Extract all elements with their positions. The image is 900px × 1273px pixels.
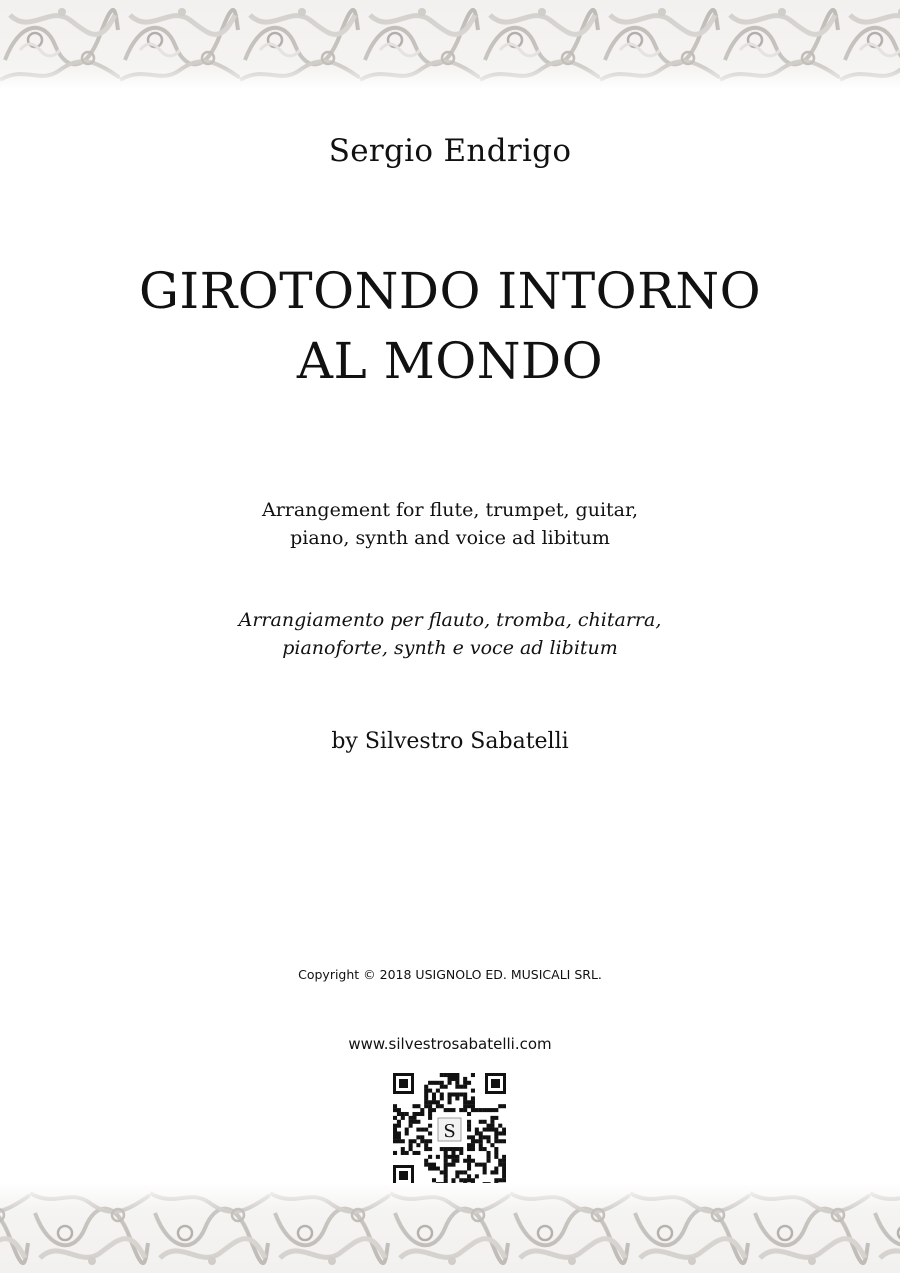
qr-module (498, 1139, 502, 1143)
qr-module (467, 1167, 471, 1171)
qr-module (487, 1124, 491, 1128)
qr-module (498, 1159, 502, 1163)
qr-module (409, 1116, 413, 1120)
qr-module (463, 1159, 467, 1163)
qr-module (451, 1155, 455, 1159)
qr-module (428, 1124, 432, 1128)
qr-module (428, 1104, 432, 1108)
qr-module (467, 1174, 471, 1178)
qr-module (424, 1104, 428, 1108)
qr-module (393, 1124, 397, 1128)
qr-module (436, 1104, 440, 1108)
qr-module (397, 1112, 401, 1116)
arrangement-en-line-2: piano, synth and voice ad libitum (290, 527, 610, 549)
qr-module (409, 1124, 413, 1128)
qr-module (494, 1151, 498, 1155)
qr-module (479, 1120, 483, 1124)
qr-module (424, 1159, 428, 1163)
qr-module (440, 1092, 444, 1096)
qr-module (428, 1089, 432, 1093)
qr-module (412, 1139, 416, 1143)
qr-module (502, 1139, 506, 1143)
qr-module (490, 1120, 494, 1124)
qr-module (463, 1100, 467, 1104)
qr-module (494, 1178, 498, 1182)
qr-module (432, 1092, 436, 1096)
qr-module (432, 1108, 436, 1112)
qr-module (451, 1077, 455, 1081)
qr-module (494, 1116, 498, 1120)
qr-module (502, 1128, 506, 1132)
arrangement-english (0, 496, 900, 552)
qr-module (448, 1081, 452, 1085)
arrangement-it-line-2: pianoforte, synth e voce ad libitum (282, 637, 618, 659)
qr-center-letter: S (443, 1121, 456, 1142)
qr-module (467, 1135, 471, 1139)
qr-module (479, 1135, 483, 1139)
qr-module (455, 1077, 459, 1081)
qr-module (444, 1167, 448, 1171)
qr-module (416, 1112, 420, 1116)
qr-module (416, 1143, 420, 1147)
qr-module (424, 1147, 428, 1151)
qr-module (459, 1092, 463, 1096)
qr-module (428, 1112, 432, 1116)
qr-module (498, 1124, 502, 1128)
qr-module (444, 1159, 448, 1163)
qr-module (471, 1147, 475, 1151)
qr-module (455, 1170, 459, 1174)
qr-module (467, 1178, 471, 1182)
qr-module (463, 1170, 467, 1174)
qr-module (401, 1112, 405, 1116)
qr-module (428, 1155, 432, 1159)
arranger-byline: by Silvestro Sabatelli (331, 729, 569, 754)
qr-module (416, 1151, 420, 1155)
qr-module (428, 1139, 432, 1143)
qr-module (471, 1139, 475, 1143)
bottom-ornamental-border (0, 1183, 900, 1273)
qr-module (416, 1104, 420, 1108)
qr-module (424, 1143, 428, 1147)
qr-module (440, 1081, 444, 1085)
qr-module (420, 1135, 424, 1139)
qr-module (494, 1139, 498, 1143)
qr-module (455, 1073, 459, 1077)
qr-module (479, 1163, 483, 1167)
qr-module (463, 1081, 467, 1085)
qr-module (471, 1108, 475, 1112)
qr-module (483, 1128, 487, 1132)
qr-module (412, 1116, 416, 1120)
qr-module (459, 1170, 463, 1174)
qr-module (494, 1131, 498, 1135)
qr-module (432, 1081, 436, 1085)
qr-module (494, 1135, 498, 1139)
qr-module (401, 1147, 405, 1151)
qr-module (448, 1096, 452, 1100)
qr-module (502, 1131, 506, 1135)
qr-module (467, 1163, 471, 1167)
qr-module (409, 1139, 413, 1143)
qr-module (444, 1073, 448, 1077)
qr-module (440, 1085, 444, 1089)
qr-module (436, 1100, 440, 1104)
qr-module (444, 1178, 448, 1182)
qr-module (444, 1085, 448, 1089)
qr-module (409, 1143, 413, 1147)
qr-module (487, 1151, 491, 1155)
qr-module (494, 1147, 498, 1151)
qr-module (479, 1143, 483, 1147)
qr-module (412, 1120, 416, 1124)
qr-module (483, 1120, 487, 1124)
qr-module (459, 1085, 463, 1089)
qr-module (471, 1100, 475, 1104)
qr-module (463, 1104, 467, 1108)
qr-module (463, 1085, 467, 1089)
qr-module (487, 1108, 491, 1112)
qr-module (479, 1108, 483, 1112)
qr-module (405, 1112, 409, 1116)
copyright-notice: Copyright © 2018 USIGNOLO ED. MUSICALI SRL. (298, 967, 602, 982)
ornament-pattern-bottom (0, 1183, 900, 1273)
qr-module (502, 1174, 506, 1178)
qr-module (397, 1135, 401, 1139)
qr-module (448, 1163, 452, 1167)
qr-module (490, 1128, 494, 1132)
qr-module (448, 1100, 452, 1104)
ornament-pattern-top (0, 0, 900, 90)
qr-module (428, 1100, 432, 1104)
qr-module (401, 1139, 405, 1143)
qr-module (393, 1139, 397, 1143)
qr-module (451, 1163, 455, 1167)
qr-module (397, 1108, 401, 1112)
qr-module (467, 1155, 471, 1159)
title-line-2: AL MONDO (296, 332, 604, 390)
qr-module (498, 1104, 502, 1108)
qr-module (502, 1104, 506, 1108)
qr-module (444, 1108, 448, 1112)
qr-module (463, 1092, 467, 1096)
qr-module (432, 1100, 436, 1104)
qr-module (424, 1092, 428, 1096)
qr-module (428, 1081, 432, 1085)
qr-module (471, 1096, 475, 1100)
qr-module (420, 1128, 424, 1132)
qr-module (451, 1159, 455, 1163)
qr-module (451, 1151, 455, 1155)
qr-module (471, 1089, 475, 1093)
qr-module (448, 1073, 452, 1077)
qr-module (467, 1128, 471, 1132)
qr-module (471, 1073, 475, 1077)
qr-module (428, 1131, 432, 1135)
qr-module (401, 1151, 405, 1155)
qr-finder-top-right (485, 1073, 506, 1094)
qr-module (440, 1104, 444, 1108)
qr-module (397, 1131, 401, 1135)
qr-module (494, 1128, 498, 1132)
qr-module (459, 1108, 463, 1112)
qr-module (432, 1096, 436, 1100)
qr-module (475, 1139, 479, 1143)
qr-module (502, 1170, 506, 1174)
qr-module (412, 1104, 416, 1108)
qr-module (471, 1135, 475, 1139)
qr-module (444, 1151, 448, 1155)
top-ornamental-border (0, 0, 900, 90)
qr-module (487, 1135, 491, 1139)
qr-module (467, 1120, 471, 1124)
arrangement-en-line-1: Arrangement for flute, trumpet, guitar, (261, 499, 639, 521)
qr-module (471, 1178, 475, 1182)
qr-module (494, 1170, 498, 1174)
qr-module (483, 1167, 487, 1171)
qr-module (448, 1108, 452, 1112)
qr-module (393, 1108, 397, 1112)
qr-module (502, 1159, 506, 1163)
qr-module (424, 1128, 428, 1132)
qr-module (487, 1139, 491, 1143)
qr-module (502, 1167, 506, 1171)
qr-module (487, 1159, 491, 1163)
qr-module (451, 1073, 455, 1077)
title-line-1: GIROTONDO INTORNO (138, 262, 762, 320)
qr-module (467, 1081, 471, 1085)
qr-module (498, 1163, 502, 1167)
qr-module (455, 1096, 459, 1100)
qr-finder-top-left (393, 1073, 414, 1094)
qr-module (401, 1116, 405, 1120)
qr-module (405, 1128, 409, 1132)
qr-module (490, 1108, 494, 1112)
qr-module (428, 1147, 432, 1151)
qr-module (393, 1104, 397, 1108)
qr-module (467, 1112, 471, 1116)
arrangement-it-line-1: Arrangiamento per flauto, tromba, chitarra, (238, 609, 662, 631)
qr-module (412, 1151, 416, 1155)
qr-module (393, 1116, 397, 1120)
qr-module (397, 1139, 401, 1143)
qr-module (420, 1139, 424, 1143)
qr-module (428, 1163, 432, 1167)
qr-module (451, 1178, 455, 1182)
qr-module (498, 1178, 502, 1182)
qr-module (420, 1112, 424, 1116)
qr-module (436, 1081, 440, 1085)
qr-module (490, 1116, 494, 1120)
qr-module (471, 1159, 475, 1163)
qr-module (463, 1108, 467, 1112)
qr-module (487, 1128, 491, 1132)
qr-module (424, 1163, 428, 1167)
qr-module (487, 1155, 491, 1159)
qr-module (475, 1131, 479, 1135)
qr-module (463, 1178, 467, 1182)
qr-module (428, 1108, 432, 1112)
qr-module (428, 1116, 432, 1120)
qr-module (451, 1147, 455, 1151)
qr-module (444, 1163, 448, 1167)
qr-module (409, 1147, 413, 1151)
qr-module (424, 1096, 428, 1100)
qr-module (479, 1139, 483, 1143)
qr-module (490, 1124, 494, 1128)
qr-module (451, 1092, 455, 1096)
qr-module (459, 1178, 463, 1182)
qr-module (432, 1163, 436, 1167)
qr-module (483, 1147, 487, 1151)
qr-module (393, 1128, 397, 1132)
score-title (0, 256, 900, 396)
qr-module (393, 1135, 397, 1139)
qr-module (436, 1155, 440, 1159)
qr-module (440, 1147, 444, 1151)
qr-module (494, 1108, 498, 1112)
qr-module (475, 1174, 479, 1178)
qr-module (455, 1159, 459, 1163)
qr-module (455, 1155, 459, 1159)
qr-module (416, 1135, 420, 1139)
qr-center-logo (436, 1116, 463, 1143)
qr-module (455, 1085, 459, 1089)
qr-module (467, 1124, 471, 1128)
qr-module (444, 1147, 448, 1151)
qr-module (467, 1147, 471, 1151)
qr-module (475, 1108, 479, 1112)
qr-module (467, 1104, 471, 1108)
qr-module (448, 1147, 452, 1151)
qr-module (405, 1151, 409, 1155)
qr-module (424, 1089, 428, 1093)
qr-module (502, 1178, 506, 1182)
qr-module (436, 1089, 440, 1093)
qr-module (455, 1092, 459, 1096)
qr-module (459, 1147, 463, 1151)
qr-module (479, 1131, 483, 1135)
qr-module (490, 1143, 494, 1147)
qr-module (440, 1170, 444, 1174)
qr-module (467, 1100, 471, 1104)
qr-module (420, 1108, 424, 1112)
qr-module (494, 1155, 498, 1159)
qr-module (444, 1174, 448, 1178)
qr-module (475, 1163, 479, 1167)
qr-module (455, 1081, 459, 1085)
website-link[interactable]: www.silvestrosabatelli.com (348, 1035, 552, 1053)
qr-module (416, 1128, 420, 1132)
qr-module (455, 1147, 459, 1151)
arrangement-italian (0, 606, 900, 662)
qr-module (448, 1077, 452, 1081)
qr-module (436, 1167, 440, 1171)
qr-module (409, 1120, 413, 1124)
qr-module (444, 1155, 448, 1159)
qr-module (393, 1131, 397, 1135)
qr-module (463, 1096, 467, 1100)
qr-module (467, 1159, 471, 1163)
qr-module (432, 1167, 436, 1171)
qr-module (416, 1120, 420, 1124)
qr-module (494, 1167, 498, 1171)
qr-module (455, 1174, 459, 1178)
qr-module (428, 1167, 432, 1171)
qr-module (397, 1124, 401, 1128)
qr-module (471, 1104, 475, 1108)
qr-module (424, 1100, 428, 1104)
qr-module (498, 1131, 502, 1135)
composer-name: Sergio Endrigo (328, 133, 572, 169)
qr-module (397, 1120, 401, 1124)
qr-module (440, 1096, 444, 1100)
qr-module (483, 1108, 487, 1112)
qr-module (475, 1128, 479, 1132)
qr-module (502, 1155, 506, 1159)
qr-module (424, 1085, 428, 1089)
qr-module (483, 1135, 487, 1139)
qr-module (393, 1151, 397, 1155)
qr-module (448, 1155, 452, 1159)
qr-module (448, 1092, 452, 1096)
qr-module (471, 1143, 475, 1147)
qr-module (483, 1170, 487, 1174)
qr-module (502, 1163, 506, 1167)
qr-module (483, 1163, 487, 1167)
qr-module (405, 1131, 409, 1135)
qr-module (467, 1143, 471, 1147)
qr-module (412, 1112, 416, 1116)
qr-module (444, 1170, 448, 1174)
qr-code[interactable] (393, 1073, 506, 1186)
qr-module (490, 1170, 494, 1174)
qr-module (432, 1178, 436, 1182)
qr-module (463, 1077, 467, 1081)
qr-module (479, 1147, 483, 1151)
qr-module (459, 1151, 463, 1155)
qr-module (451, 1108, 455, 1112)
qr-module (440, 1073, 444, 1077)
qr-code-graphic (393, 1073, 506, 1186)
qr-module (424, 1139, 428, 1143)
